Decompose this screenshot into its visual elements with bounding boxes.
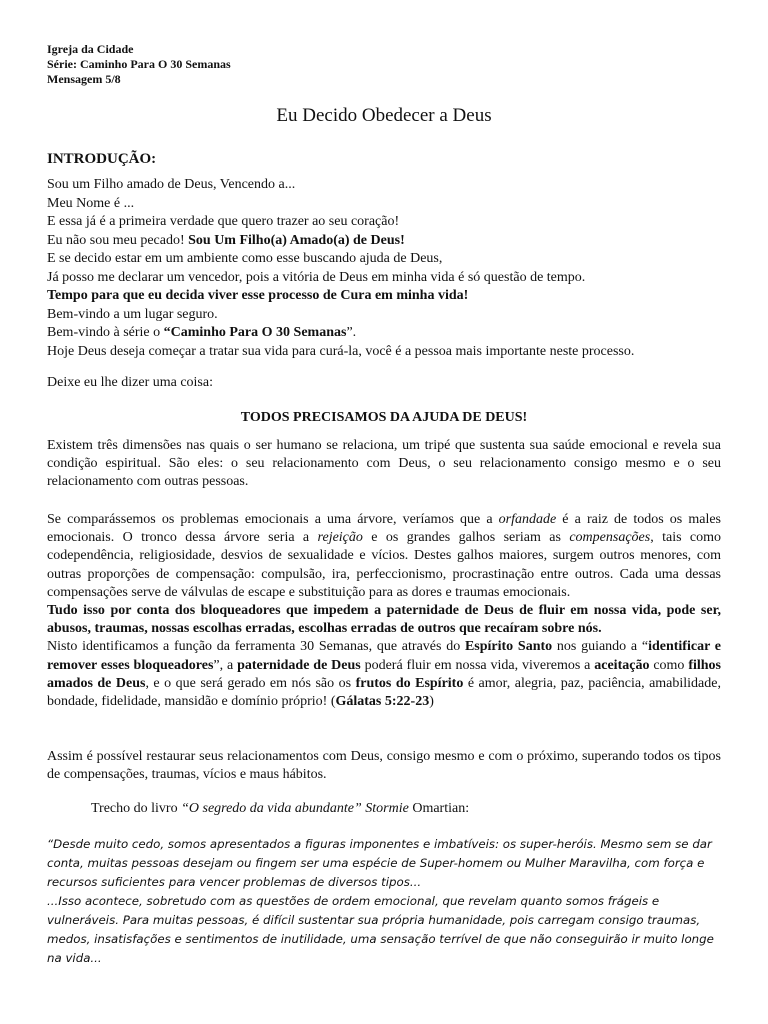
text-italic: rejeição [317,530,363,546]
document-header [47,42,231,87]
text-run: como [649,657,689,673]
text-bold: Tudo isso por conta dos bloqueadores que impedem a paternidade de Deus de fluir em nossa vida, pode ser, abusos, traumas, nossas escolhas erradas, escolhas erradas de outros que recaíram sobre nós. [47,603,721,637]
intro-lines [47,176,634,361]
text-run: ) [429,694,434,710]
text-bold: filhos amados de Deus [47,657,721,691]
bible-reference: Gálatas 5:22-23 [335,694,430,710]
intro-line [47,324,634,343]
text-run: ”, a [213,657,238,673]
text-bold: Espírito Santo [464,639,553,655]
intro-line: E essa já é a primeira verdade que quero trazer ao seu coração! [47,214,400,229]
intro-line: Já posso me declarar um vencedor, pois a vitória de Deus em minha vida é só questão de tempo. [47,269,586,285]
text-run: e os grandes galhos seriam as [362,530,570,546]
text-bold: frutos do Espírito [355,675,464,691]
intro-line-bold: Tempo para que eu decida viver esse processo de Cura em minha vida! [47,288,469,303]
page-title: Eu Decido Obedecer a Deus [276,105,492,126]
text-italic: compensações [569,530,651,546]
intro-emphasis: Sou Um Filho(a) Amado(a) de Deus! [188,232,405,248]
paragraph-dimensions: Existem três dimensões nas quais o ser humano se relaciona, um tripé que sustenta sua saúde emocional e revela sua condição espiritual. São eles: o seu relacionamento com Deus, o seu relacionamento consigo mesmo e o seu relacionamento com outras pessoas. [47,438,721,490]
intro-line: Hoje Deus deseja começar a tratar sua vida para curá-la, você é a pessoa mais importante neste processo. [47,343,635,359]
text-italic: orfandade [498,512,557,527]
text-run: Omartian: [408,801,470,816]
paragraph-tree [47,511,721,711]
intro-heading: INTRODUÇÃO: [47,151,157,167]
intro-line [47,232,634,251]
text-run: , tais como codependência, religiosidade, desvios de sexualidade e vícios. Destes galhos maiores, surgem outros menores, com outras proporções de compensação: compulsão, ira, perfeccionismo, procrastinação entre outros. Cada uma dessas compensações serve de válvulas de escape e substituição para as dores e traumas emocionais. [47,530,722,600]
church-name: Igreja da Cidade [47,42,134,56]
text-run: nos guiando a “ [552,639,649,655]
text-run: Trecho do livro [91,801,182,816]
text-bold: paternidade de Deus [237,657,361,673]
intro-line: Sou um Filho amado de Deus, Vencendo a... [47,177,296,192]
book-quote [47,835,727,968]
quote-part: “Desde muito cedo, somos apresentados a figuras imponentes e imbatíveis: os super-heróis. Mesmo sem se dar conta, muitas pessoas desejam ou fingem ser uma espécie de Super-homem ou Mulher Maravilha, com força e recursos suficientes para vencer problemas de diversos tipos... [47,837,712,889]
text-run: é a raiz de todos os males emocionais. O tronco dessa árvore seria a [47,512,722,546]
text-run: Nisto identificamos a função da ferramenta 30 Semanas, que através do [47,639,465,655]
intro-text: Bem-vindo à série o [47,325,164,340]
book-excerpt-intro [91,800,469,818]
book-title: “O segredo da vida abundante” Stormie [181,801,409,816]
intro-text: Eu não sou meu pecado! [47,232,189,248]
text-bold: identificar e remover esses bloqueadores [47,639,721,673]
transition-line: Deixe eu lhe dizer uma coisa: [47,375,213,390]
intro-line: Bem-vindo a um lugar seguro. [47,306,218,322]
intro-line: Meu Nome é ... [47,195,135,211]
series-title: “Caminho Para O 30 Semanas [163,325,347,340]
quote-part: ...Isso acontece, sobretudo com as questões de ordem emocional, que revelam quanto somos frágeis e vulneráveis. Para muitas pessoas, é difícil sustentar sua própria humanidade, pois carregam consigo traumas, medos, insatisfações e sentimentos de inutilidade, uma sensação terrível de que não conseguirão ir muito longe na vida... [47,894,714,965]
text-bold: aceitação [594,657,650,673]
series-name: Série: Caminho Para O 30 Semanas [47,57,231,71]
text-run: é amor, alegria, paz, paciência, amabilidade, bondade, fidelidade, mansidão e domínio próprio! ( [47,675,721,710]
message-number: Mensagem 5/8 [47,72,121,86]
intro-text: ”. [346,325,357,340]
text-run: Se comparássemos os problemas emocionais a uma árvore, veríamos que a [47,512,499,527]
intro-line: E se decido estar em um ambiente como esse buscando ajuda de Deus, [47,251,443,266]
text-run: poderá fluir em nossa vida, viveremos a [360,657,595,673]
text-run: , e o que será gerado em nós são os [145,675,356,691]
paragraph-restore: Assim é possível restaurar seus relacionamentos com Deus, consigo mesmo e com o próximo, superando todos os tipos de compensações, traumas, vícios e maus hábitos. [47,749,721,783]
section-heading: TODOS PRECISAMOS DA AJUDA DE DEUS! [240,410,528,425]
